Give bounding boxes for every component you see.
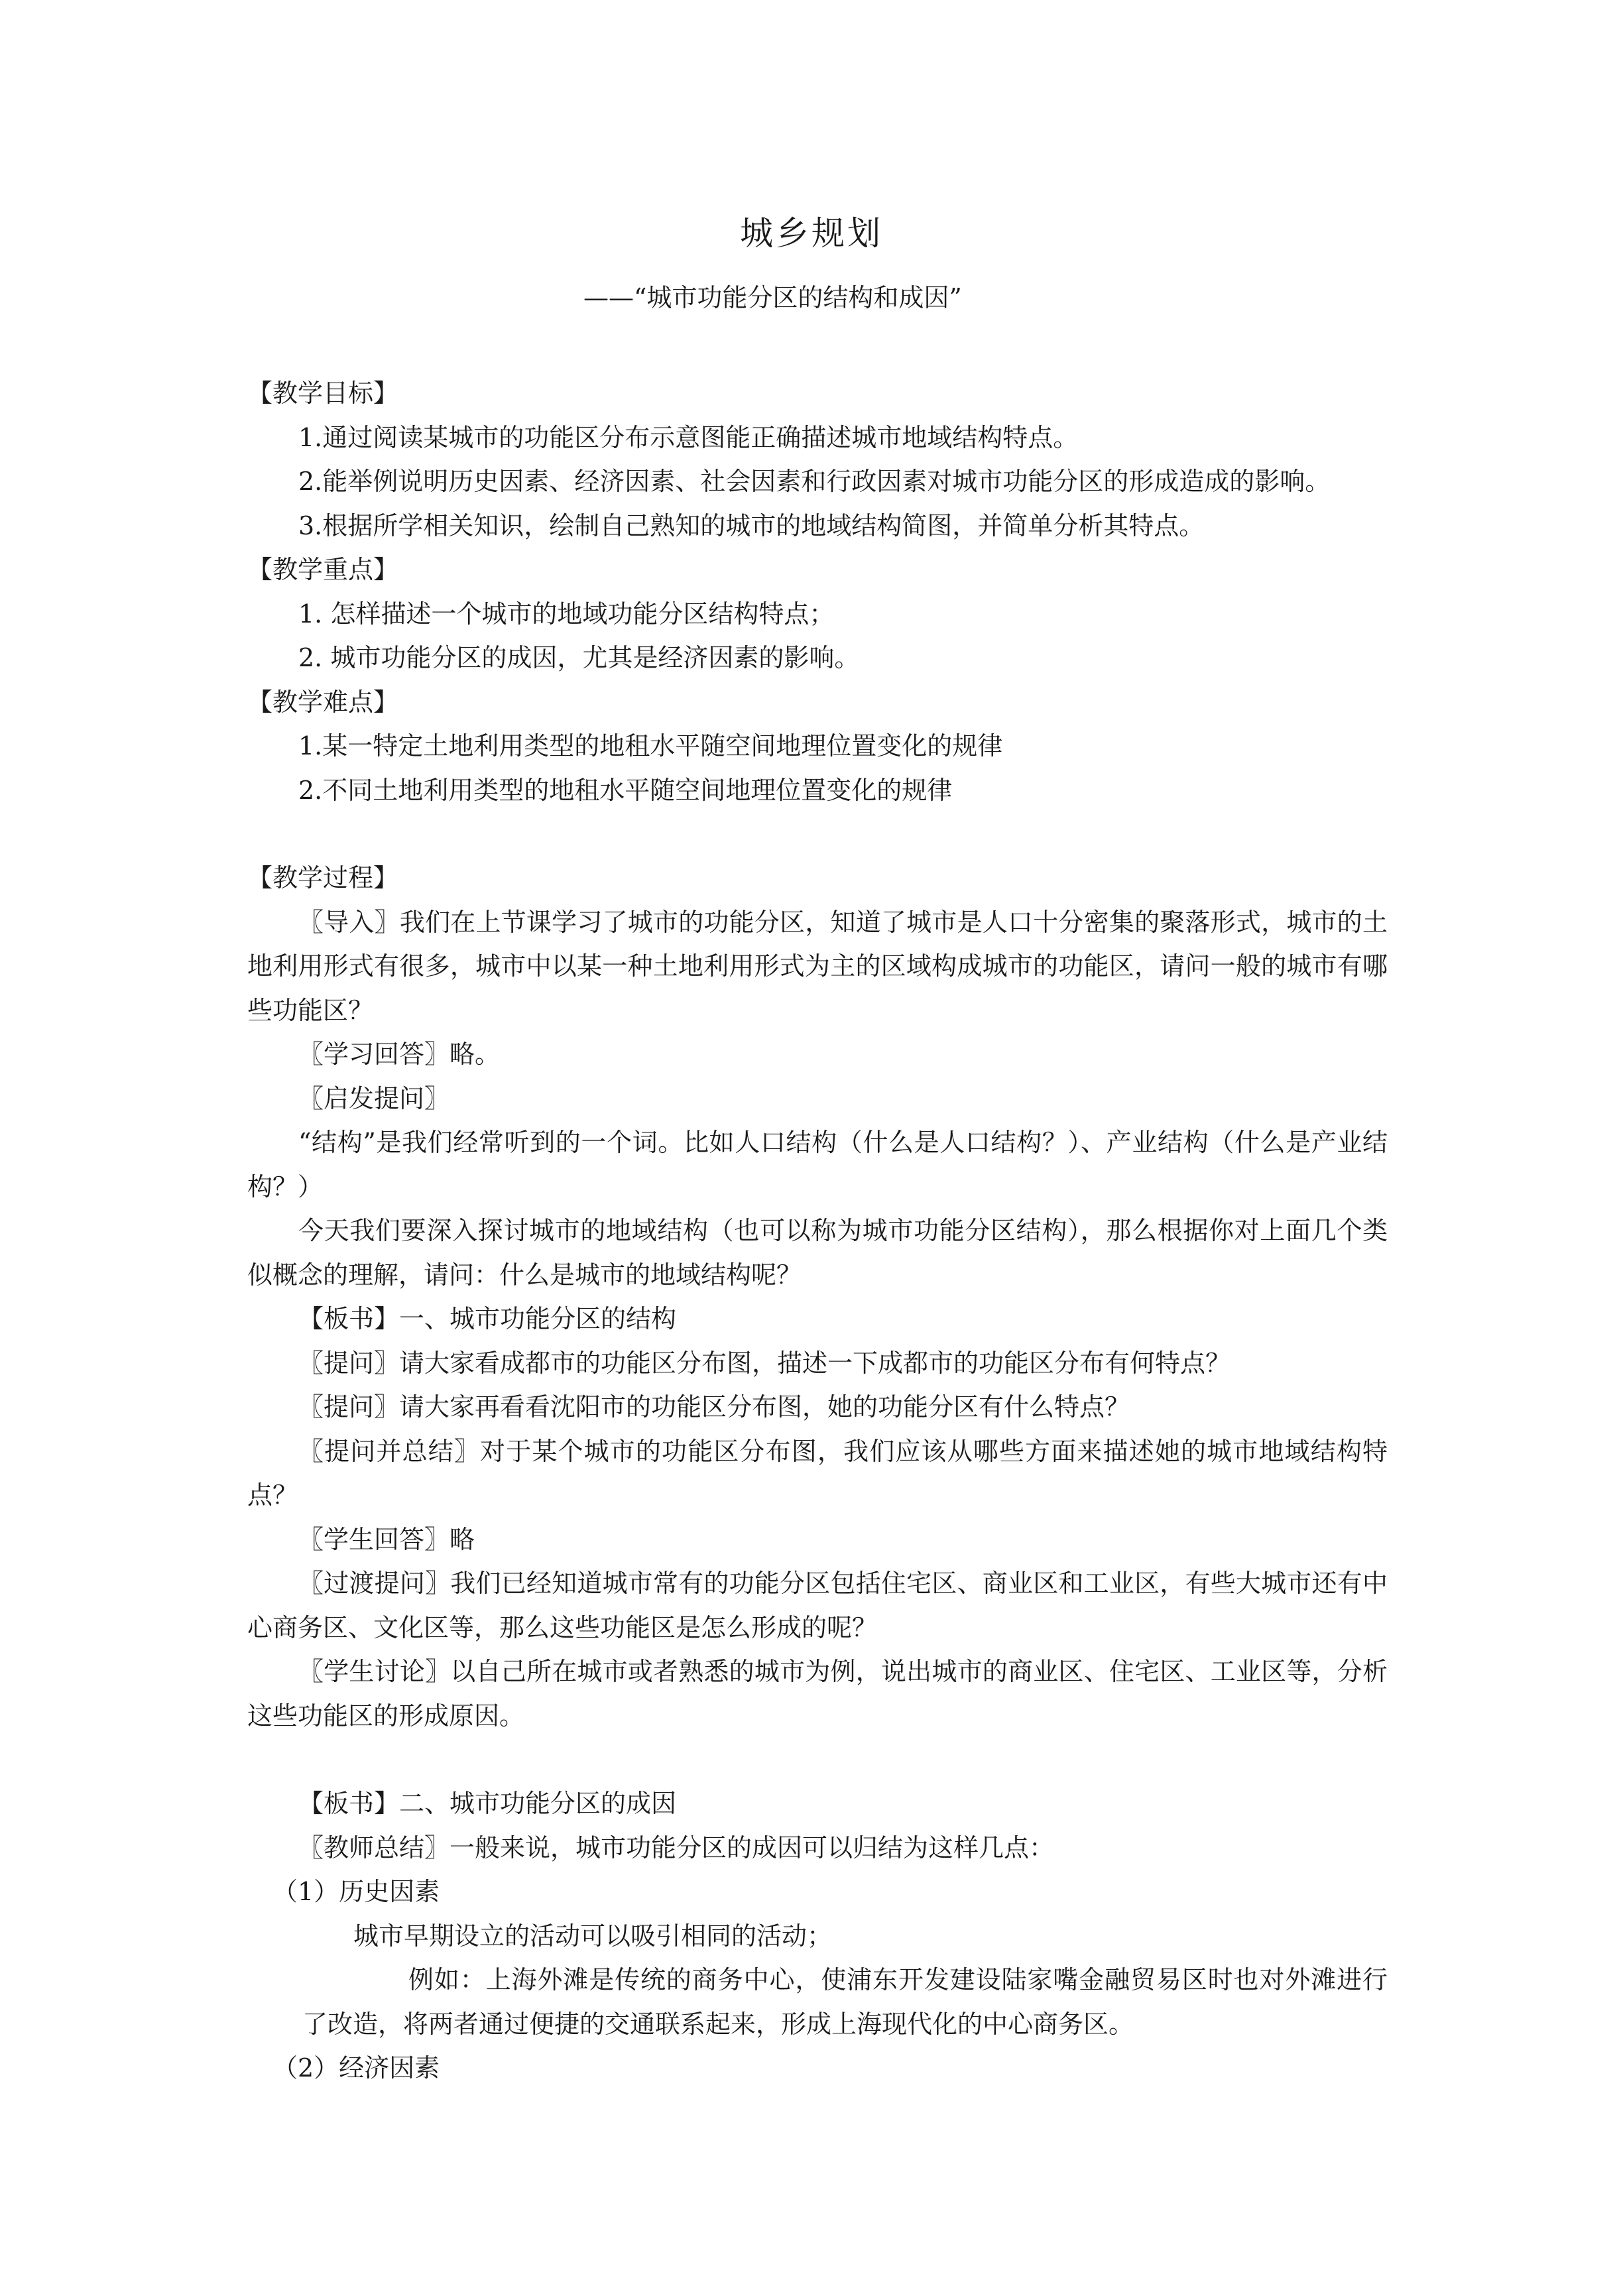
goal-item: 2.能举例说明历史因素、经济因素、社会因素和行政因素对城市功能分区的形成造成的影响。 [298, 467, 1331, 496]
paragraph-structure: “结构”是我们经常听到的一个词。比如人口结构（什么是人口结构？）、产业结构（什么是产业结构？） [247, 1128, 1388, 1201]
factor-heading-history: （1）历史因素 [272, 1877, 440, 1906]
board-note-1: 【板书】一、城市功能分区的结构 [298, 1304, 677, 1333]
paragraph-today: 今天我们要深入探讨城市的地域结构（也可以称为城市功能分区结构），那么根据你对上面几个类似概念的理解，请问：什么是城市的地域结构呢？ [247, 1216, 1388, 1290]
difficulty-item: 1.某一特定土地利用类型的地租水平随空间地理位置变化的规律 [298, 731, 1003, 760]
paragraph-question-3: 〖提问并总结〗对于某个城市的功能区分布图，我们应该从哪些方面来描述她的城市地域结构特点？ [247, 1436, 1388, 1510]
board-note-2: 【板书】二、城市功能分区的成因 [298, 1789, 677, 1818]
paragraph-transition: 〖过渡提问〗我们已经知道城市常有的功能分区包括住宅区、商业区和工业区，有些大城市还有中心商务区、文化区等，那么这些功能区是怎么形成的呢？ [247, 1569, 1388, 1642]
paragraph-history-b: 例如：上海外滩是传统的商务中心，使浦东开发建设陆家嘴金融贸易区时也对外滩进行了改造，将两者通过便捷的交通联系起来，形成上海现代化的中心商务区。 [302, 1965, 1388, 2039]
goal-item: 1.通过阅读某城市的功能区分布示意图能正确描述城市地域结构特点。 [298, 422, 1079, 452]
paragraph-teacher-summary: 〖教师总结〗一般来说，城市功能分区的成因可以归结为这样几点： [298, 1833, 1055, 1862]
factor-heading-economy: （2）经济因素 [272, 2053, 440, 2083]
section-heading-process: 【教学过程】 [247, 863, 399, 892]
goal-item: 3.根据所学相关知识，绘制自己熟知的城市的地域结构简图，并简单分析其特点。 [298, 511, 1205, 540]
spacer [247, 1738, 1388, 1782]
paragraph-history-a: 城市早期设立的活动可以吸引相同的活动； [353, 1921, 833, 1951]
document-subtitle: ——“城市功能分区的结构和成因” [583, 283, 962, 312]
key-point-item: 1. 怎样描述一个城市的地域功能分区结构特点； [298, 599, 835, 629]
section-heading-difficulties: 【教学难点】 [247, 687, 399, 717]
paragraph-question-1: 〖提问〗请大家看成都市的功能区分布图，描述一下成都市的功能区分布有何特点？ [298, 1348, 1231, 1378]
paragraph-prompt: 〖启发提问〗 [298, 1083, 450, 1113]
paragraph-student-answer: 〖学生回答〗略 [298, 1524, 475, 1554]
document-body [247, 371, 1388, 2090]
key-point-item: 2. 城市功能分区的成因，尤其是经济因素的影响。 [298, 643, 860, 672]
section-heading-key-points: 【教学重点】 [247, 555, 399, 584]
document-title: 城乡规划 [740, 214, 883, 253]
paragraph-question-2: 〖提问〗请大家再看看沈阳市的功能区分布图，她的功能分区有什么特点？ [298, 1392, 1130, 1421]
difficulty-item: 2.不同土地利用类型的地租水平随空间地理位置变化的规律 [298, 775, 953, 805]
paragraph-answer: 〖学习回答〗略。 [298, 1040, 501, 1069]
paragraph-discussion: 〖学生讨论〗以自己所在城市或者熟悉的城市为例，说出城市的商业区、住宅区、工业区等，分析这些功能区的形成原因。 [247, 1657, 1388, 1730]
paragraph-intro: 〖导入〗我们在上节课学习了城市的功能分区，知道了城市是人口十分密集的聚落形式，城市的土地利用形式有很多，城市中以某一种土地利用形式为主的区域构成城市的功能区，请问一般的城市有哪些功能区？ [247, 907, 1388, 1025]
spacer [247, 812, 1388, 856]
section-heading-goals: 【教学目标】 [247, 379, 399, 408]
